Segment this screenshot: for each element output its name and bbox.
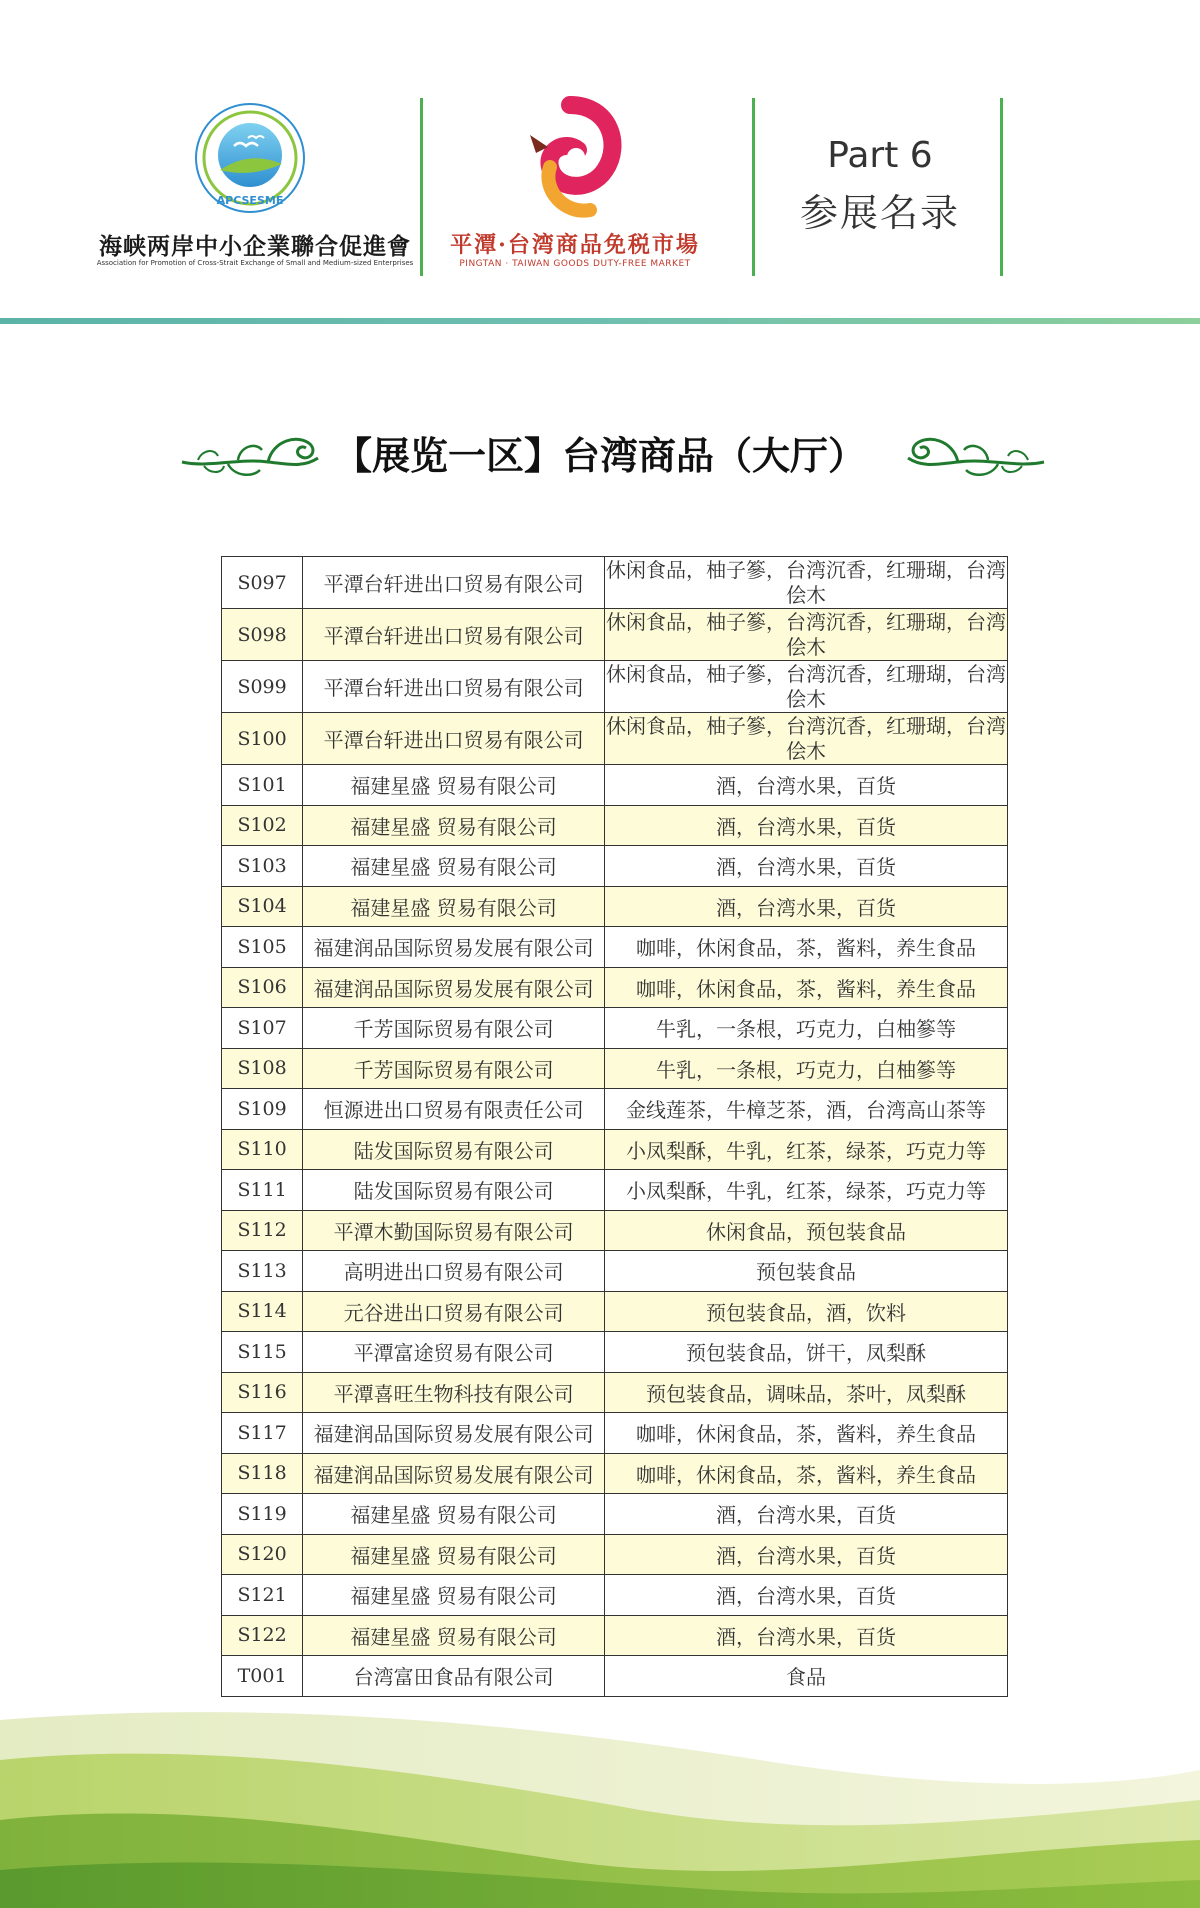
exhibitor-table (221, 556, 1008, 1697)
booth-code-cell: S100 (222, 713, 303, 765)
table-row (222, 1210, 1008, 1251)
company-name-cell: 千芳国际贸易有限公司 (303, 1008, 605, 1049)
goods-cell: 酒，台湾水果，百货 (604, 1534, 1007, 1575)
company-name-cell: 福建星盛 贸易有限公司 (303, 1575, 605, 1616)
booth-code-cell: S097 (222, 557, 303, 609)
goods-cell: 咖啡，休闲食品，茶，酱料，养生食品 (604, 967, 1007, 1008)
table-row (222, 1413, 1008, 1454)
booth-code-cell: S115 (222, 1332, 303, 1373)
goods-cell: 酒，台湾水果，百货 (604, 1615, 1007, 1656)
company-name-cell: 平潭台轩进出口贸易有限公司 (303, 661, 605, 713)
goods-cell: 休闲食品，柚子篸，台湾沉香，红珊瑚，台湾侩木 (605, 662, 1006, 711)
booth-code-cell: S113 (222, 1251, 303, 1292)
table-row (222, 1089, 1008, 1130)
header-band (0, 318, 1200, 324)
goods-cell: 牛乳，一条根，巧克力，白柚篸等 (604, 1048, 1007, 1089)
table-row (222, 1251, 1008, 1292)
booth-code-cell: S104 (222, 886, 303, 927)
page-header (0, 0, 1200, 320)
booth-code-cell: S114 (222, 1291, 303, 1332)
table-row (222, 886, 1008, 927)
table-row (222, 967, 1008, 1008)
goods-cell: 酒，台湾水果，百货 (604, 886, 1007, 927)
company-name-cell: 平潭台轩进出口贸易有限公司 (303, 713, 605, 765)
table-row (222, 1494, 1008, 1535)
table-row (222, 1575, 1008, 1616)
company-name-cell: 平潭台轩进出口贸易有限公司 (303, 609, 605, 661)
goods-cell: 休闲食品，柚子篸，台湾沉香，红珊瑚，台湾侩木 (605, 558, 1006, 607)
goods-cell: 食品 (604, 1656, 1007, 1697)
company-name-cell: 福建星盛 贸易有限公司 (303, 1494, 605, 1535)
header-divider-2 (752, 98, 755, 276)
market-logo (510, 95, 630, 235)
booth-code-cell: S109 (222, 1089, 303, 1130)
decorative-hills (0, 1700, 1200, 1908)
booth-code-cell: S117 (222, 1413, 303, 1454)
table-row (222, 1048, 1008, 1089)
booth-code-cell: S107 (222, 1008, 303, 1049)
table-row (222, 1008, 1008, 1049)
company-name-cell: 福建星盛 贸易有限公司 (303, 805, 605, 846)
part-title: 参展名录 (799, 191, 960, 235)
table-row (222, 1170, 1008, 1211)
table-row (222, 661, 1008, 713)
company-name-cell: 福建润品国际贸易发展有限公司 (303, 1453, 605, 1494)
company-name-cell: 平潭喜旺生物科技有限公司 (303, 1372, 605, 1413)
table-row (222, 846, 1008, 887)
booth-code-cell: T001 (222, 1656, 303, 1697)
goods-cell: 小凤梨酥，牛乳，红茶，绿茶，巧克力等 (604, 1129, 1007, 1170)
goods-cell: 小凤梨酥，牛乳，红茶，绿茶，巧克力等 (604, 1170, 1007, 1211)
market-name: 平潭·台湾商品免税市場 (450, 232, 700, 258)
table-row (222, 1291, 1008, 1332)
company-name-cell: 福建星盛 贸易有限公司 (303, 1615, 605, 1656)
goods-cell: 预包装食品，饼干，凤梨酥 (604, 1332, 1007, 1373)
table-row (222, 927, 1008, 968)
table-row (222, 1656, 1008, 1697)
table-row (222, 1534, 1008, 1575)
company-name-cell: 千芳国际贸易有限公司 (303, 1048, 605, 1089)
company-name-cell: 福建星盛 贸易有限公司 (303, 765, 605, 806)
company-name-cell: 福建星盛 贸易有限公司 (303, 886, 605, 927)
table-row (222, 1129, 1008, 1170)
booth-code-cell: S120 (222, 1534, 303, 1575)
table-row (222, 1332, 1008, 1373)
goods-cell: 酒，台湾水果，百货 (604, 1494, 1007, 1535)
section-title: 【展览一区】台湾商品（大厅） (333, 434, 866, 478)
table-row (222, 1372, 1008, 1413)
booth-code-cell: S105 (222, 927, 303, 968)
booth-code-cell: S116 (222, 1372, 303, 1413)
booth-code-cell: S121 (222, 1575, 303, 1616)
booth-code-cell: S106 (222, 967, 303, 1008)
booth-code-cell: S102 (222, 805, 303, 846)
booth-code-cell: S112 (222, 1210, 303, 1251)
company-name-cell: 福建润品国际贸易发展有限公司 (303, 927, 605, 968)
goods-cell: 酒，台湾水果，百货 (604, 805, 1007, 846)
association-name: 海峡两岸中小企業聯合促進會 (99, 234, 411, 260)
booth-code-cell: S122 (222, 1615, 303, 1656)
company-name-cell: 福建润品国际贸易发展有限公司 (303, 1413, 605, 1454)
goods-cell: 预包装食品，调味品，茶叶，凤梨酥 (604, 1372, 1007, 1413)
goods-cell: 酒，台湾水果，百货 (604, 1575, 1007, 1616)
company-name-cell: 平潭富途贸易有限公司 (303, 1332, 605, 1373)
company-name-cell: 平潭台轩进出口贸易有限公司 (303, 557, 605, 609)
header-divider-3 (1000, 98, 1003, 276)
company-name-cell: 高明进出口贸易有限公司 (303, 1251, 605, 1292)
booth-code-cell: S111 (222, 1170, 303, 1211)
company-name-cell: 元谷进出口贸易有限公司 (303, 1291, 605, 1332)
booth-code-cell: S098 (222, 609, 303, 661)
company-name-cell: 陆发国际贸易有限公司 (303, 1170, 605, 1211)
company-name-cell: 台湾富田食品有限公司 (303, 1656, 605, 1697)
company-name-cell: 陆发国际贸易有限公司 (303, 1129, 605, 1170)
association-logo (190, 100, 310, 220)
goods-cell: 预包装食品，酒，饮料 (604, 1291, 1007, 1332)
company-name-cell: 恒源进出口贸易有限责任公司 (303, 1089, 605, 1130)
booth-code-cell: S110 (222, 1129, 303, 1170)
association-name-english: Association for Promotion of Cross-Strait Exchange of Small and Medium-sized Enterprises (96, 259, 414, 267)
goods-cell: 预包装食品 (604, 1251, 1007, 1292)
right-flourish-ornament (903, 428, 1048, 488)
goods-cell: 休闲食品，预包装食品 (604, 1210, 1007, 1251)
booth-code-cell: S101 (222, 765, 303, 806)
booth-code-cell: S119 (222, 1494, 303, 1535)
table-row (222, 609, 1008, 661)
goods-cell: 酒，台湾水果，百货 (604, 846, 1007, 887)
goods-cell: 休闲食品，柚子篸，台湾沉香，红珊瑚，台湾侩木 (605, 714, 1006, 763)
goods-cell: 咖啡，休闲食品，茶，酱料，养生食品 (604, 1453, 1007, 1494)
table-row (222, 1453, 1008, 1494)
table-row (222, 1615, 1008, 1656)
company-name-cell: 平潭木勤国际贸易有限公司 (303, 1210, 605, 1251)
goods-cell: 咖啡，休闲食品，茶，酱料，养生食品 (604, 927, 1007, 968)
header-divider-1 (420, 98, 423, 276)
company-name-cell: 福建星盛 贸易有限公司 (303, 1534, 605, 1575)
table-row (222, 765, 1008, 806)
table-row (222, 713, 1008, 765)
company-name-cell: 福建润品国际贸易发展有限公司 (303, 967, 605, 1008)
goods-cell: 牛乳，一条根，巧克力，白柚篸等 (604, 1008, 1007, 1049)
booth-code-cell: S118 (222, 1453, 303, 1494)
goods-cell: 咖啡，休闲食品，茶，酱料，养生食品 (604, 1413, 1007, 1454)
table-row (222, 805, 1008, 846)
goods-cell: 酒，台湾水果，百货 (604, 765, 1007, 806)
market-name-english: PINGTAN · TAIWAN GOODS DUTY-FREE MARKET (459, 259, 691, 269)
booth-code-cell: S108 (222, 1048, 303, 1089)
goods-cell: 金线莲茶，牛樟芝茶，酒，台湾高山茶等 (604, 1089, 1007, 1130)
booth-code-cell: S103 (222, 846, 303, 887)
part-number: Part 6 (827, 135, 933, 176)
logo-acronym: APCSESME (216, 194, 284, 207)
booth-code-cell: S099 (222, 661, 303, 713)
company-name-cell: 福建星盛 贸易有限公司 (303, 846, 605, 887)
goods-cell: 休闲食品，柚子篸，台湾沉香，红珊瑚，台湾侩木 (605, 610, 1006, 659)
table-row (222, 557, 1008, 609)
